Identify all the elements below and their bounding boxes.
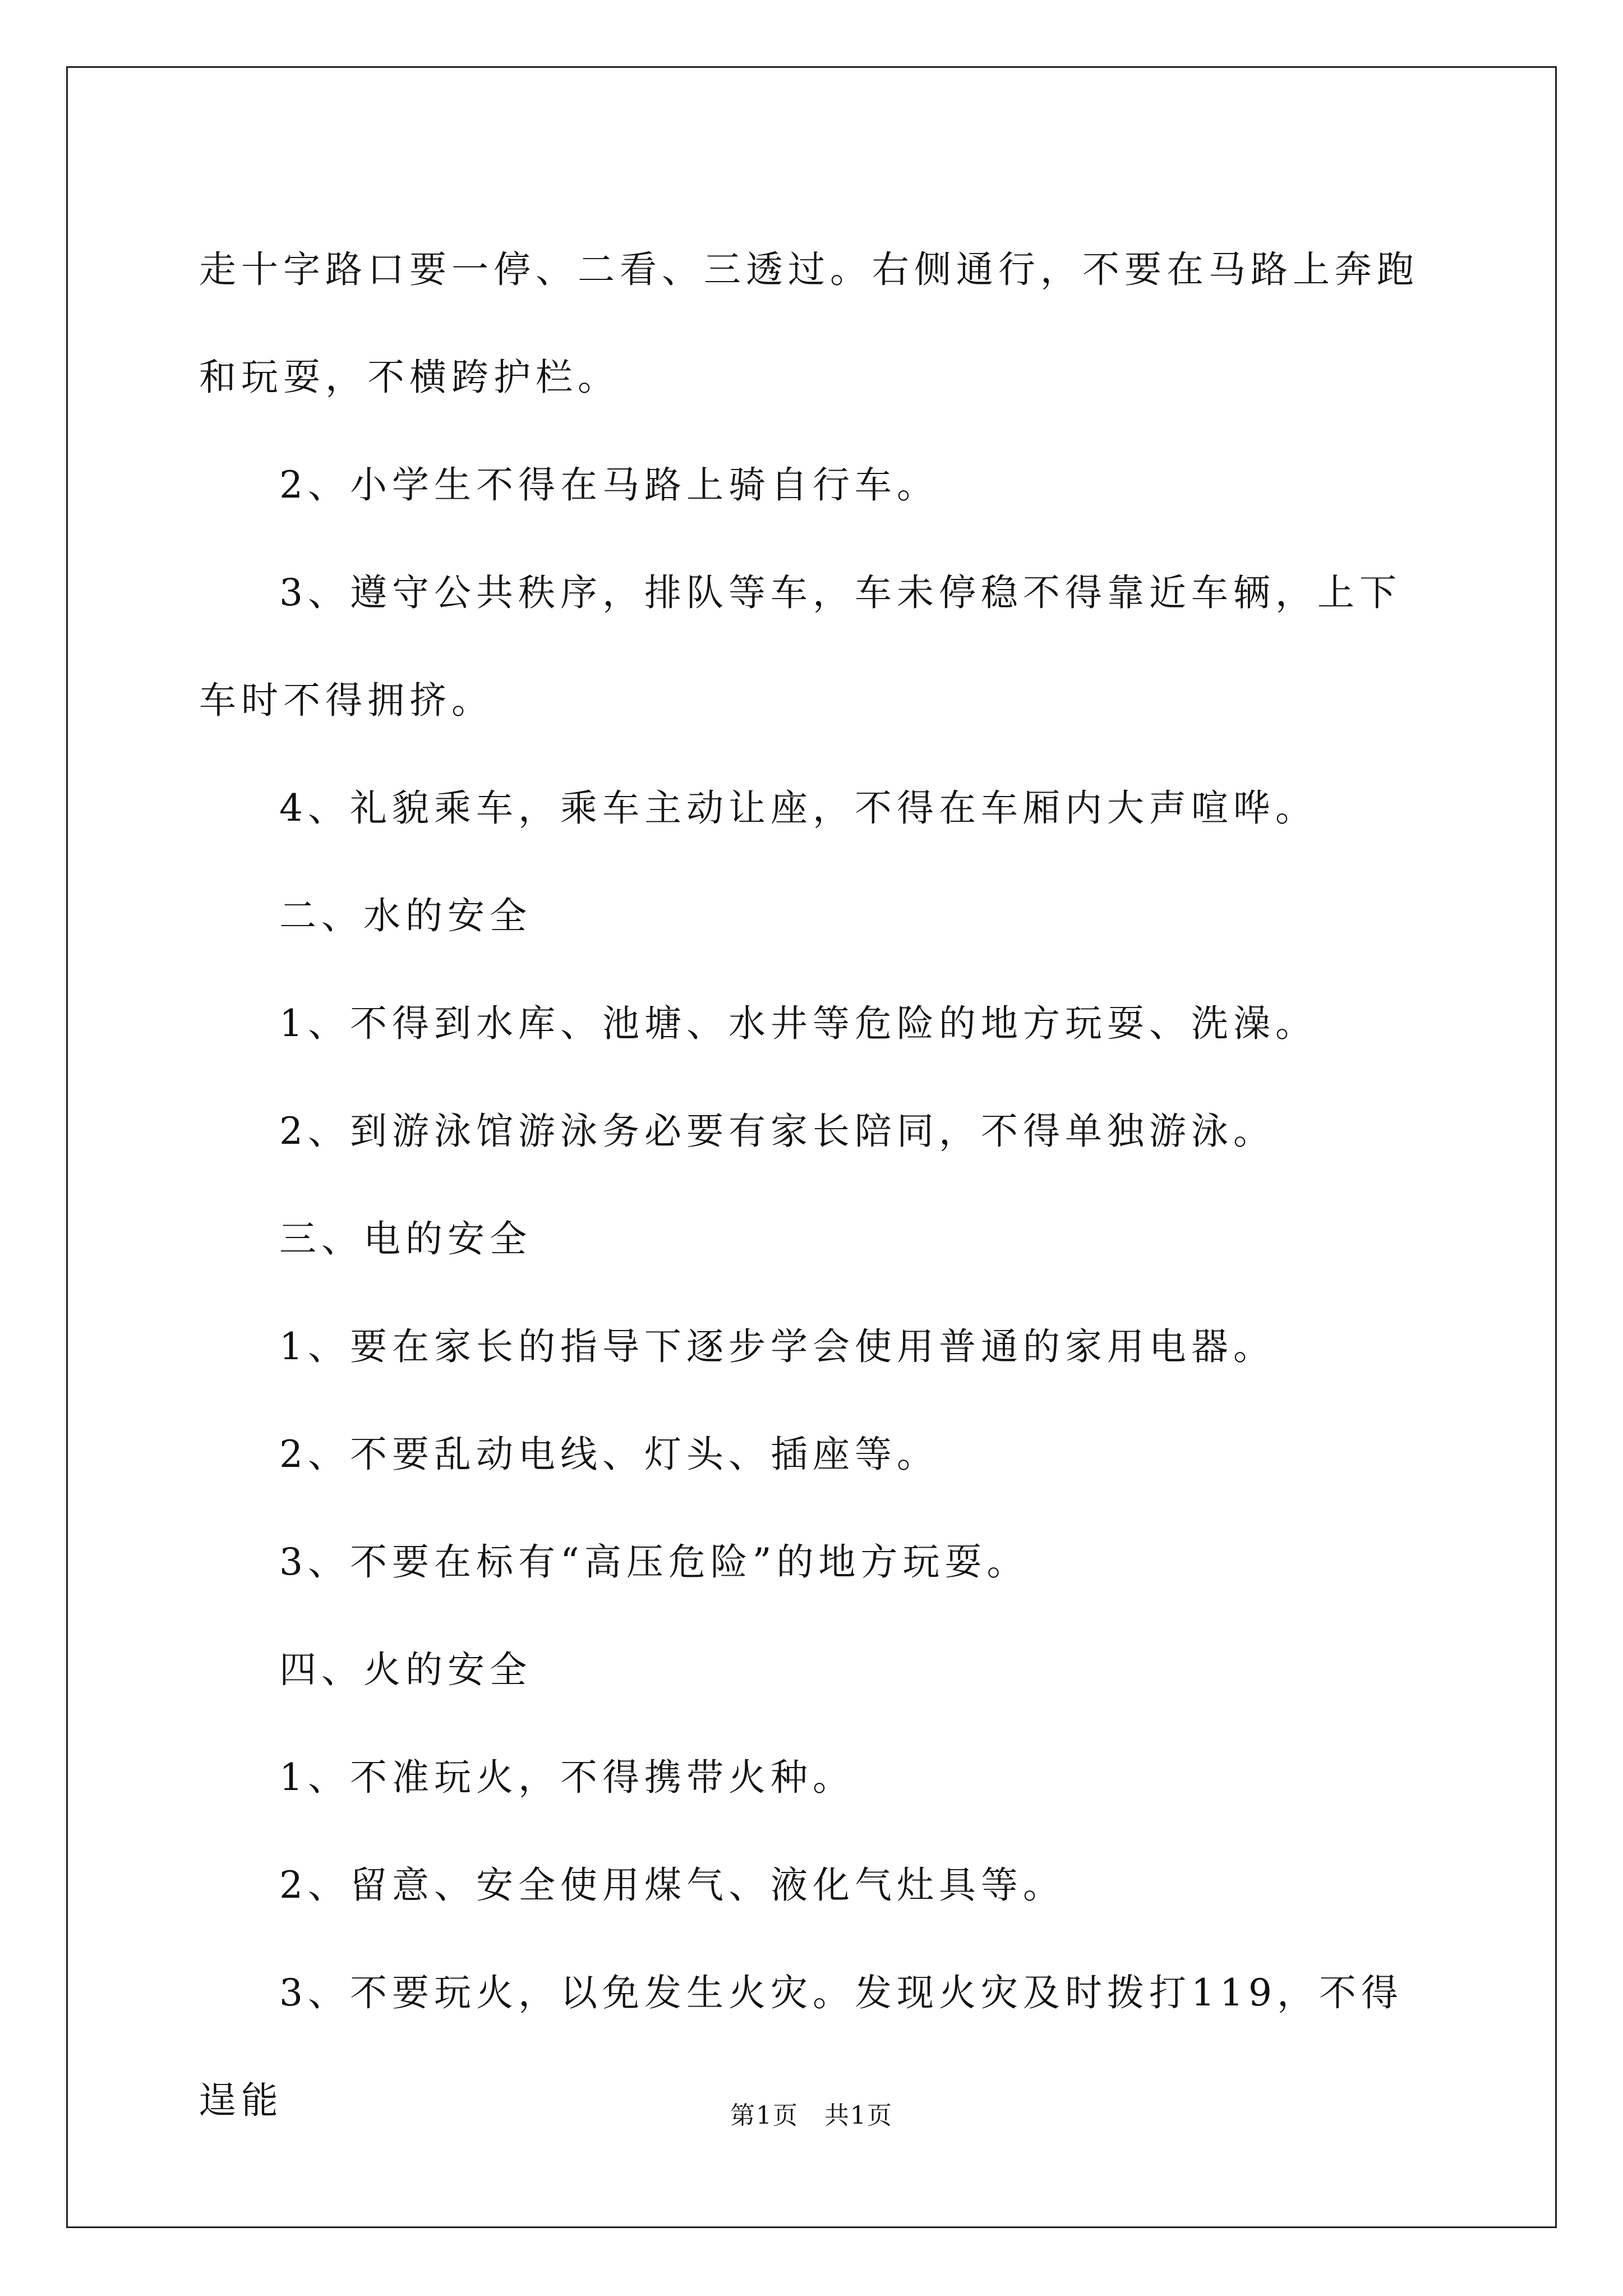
- paragraph-9: 1、要在家长的指导下逐步学会使用普通的家用电器。: [279, 1325, 1275, 1368]
- paragraph-4: 4、礼貌乘车，乘车主动让座，不得在车厢内大声喧哗。: [279, 786, 1317, 830]
- paragraph-7: 2、到游泳馆游泳务必要有家长陪同，不得单独游泳。: [279, 1110, 1275, 1153]
- paragraph-3: 3、遵守公共秩序，排队等车，车未停稳不得靠近车辆，上下车时不得拥挤。: [199, 571, 1401, 722]
- paragraph-1: 走十字路口要一停、二看、三透过。右侧通行，不要在马路上奔跑和玩耍，不横跨护栏。: [199, 248, 1419, 399]
- paragraph-15: 3、不要玩火，以免发生火灾。发现火灾及时拨打119，不得逞能: [199, 1971, 1403, 2122]
- section-heading-water: 二、水的安全: [279, 894, 532, 937]
- paragraph-11: 3、不要在标有“高压危险”的地方玩耍。: [279, 1540, 1029, 1584]
- paragraph-6: 1、不得到水库、池塘、水井等危险的地方玩耍、洗澡。: [279, 1002, 1317, 1045]
- paragraph-14: 2、留意、安全使用煤气、液化气灶具等。: [279, 1864, 1065, 1907]
- section-heading-electric: 三、电的安全: [279, 1217, 532, 1260]
- document-body: [199, 216, 1433, 2155]
- paragraph-2: 2、小学生不得在马路上骑自行车。: [279, 463, 939, 507]
- page-footer: 第1页 共1页: [730, 2101, 893, 2130]
- section-heading-fire: 四、火的安全: [279, 1648, 532, 1691]
- paragraph-10: 2、不要乱动电线、灯头、插座等。: [279, 1433, 939, 1476]
- paragraph-13: 1、不准玩火，不得携带火种。: [279, 1756, 855, 1799]
